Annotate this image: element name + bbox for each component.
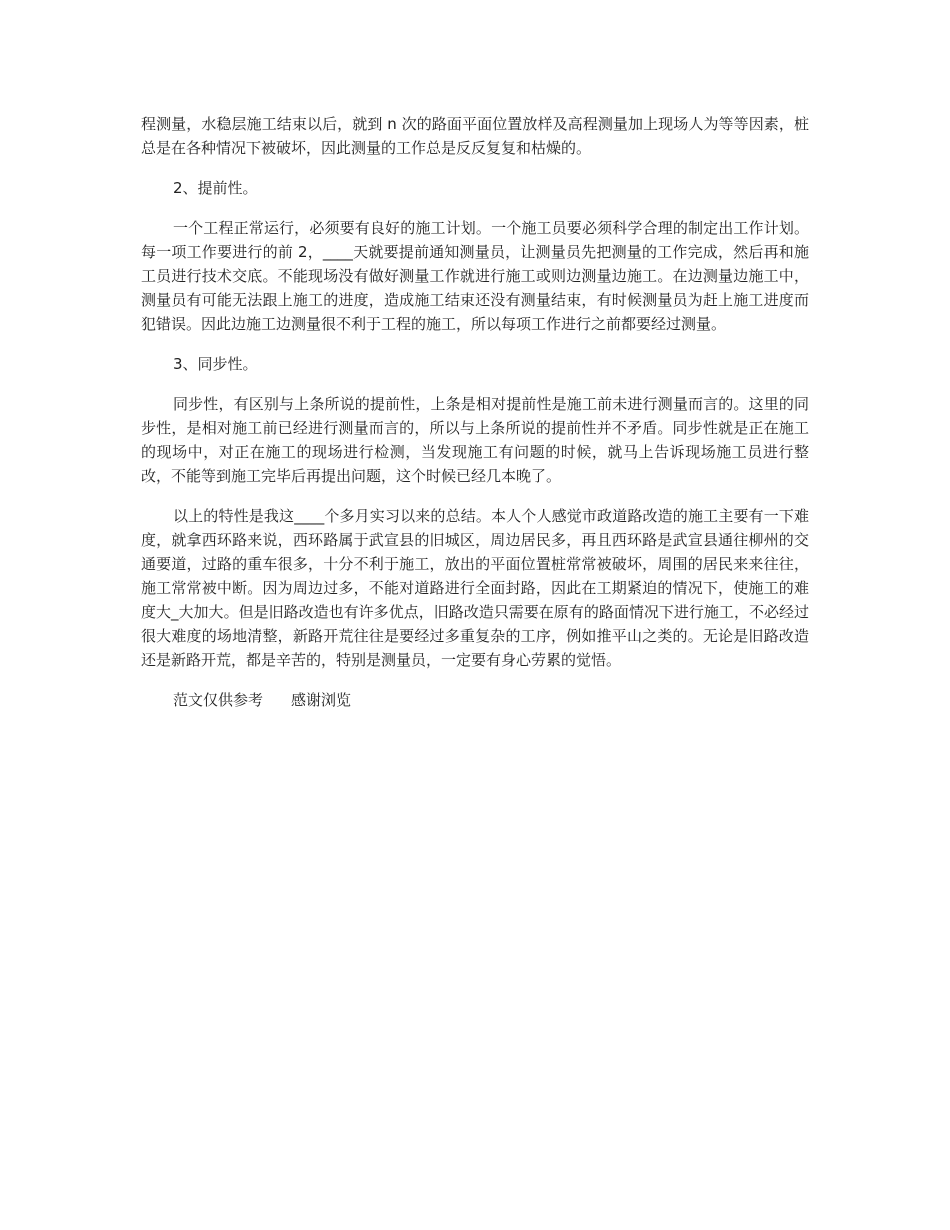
footer-thanks-text: 感谢浏览	[291, 691, 352, 709]
document-body	[141, 112, 809, 728]
section-heading-synchronous: 3、同步性。	[173, 355, 258, 373]
footer-note	[141, 688, 809, 712]
paragraph-synchronous: 同步性，有区别与上条所说的提前性，上条是相对提前性是施工前未进行测量而言的。这里的同步性，是相对施工前已经进行测量而言的，所以与上条所说的提前性并不矛盾。同步性就是正在施工的现场中，对正在施工的现场进行检测，当发现施工有问题的时候，就马上告诉现场施工员进行整改，不能等到施工完毕后再提出问题，这个时候已经几本晚了。	[141, 395, 809, 485]
paragraph-summary: 以上的特性是我这____个多月实习以来的总结。本人个人感觉市政道路改造的施工主要有一下难度，就拿西环路来说，西环路属于武宣县的旧城区，周边居民多，再且西环路是武宣县通往柳州的交通要道，过路的重车很多，十分不利于施工，放出的平面位置桩常常被破坏，周围的居民来来往往，施工常常被中断。因为周边过多，不能对道路进行全面封路，因此在工期紧迫的情况下，使施工的难度大_大加大。但是旧路改造也有许多优点，旧路改造只需要在原有的路面情况下进行施工，不必经过很大难度的场地清整，新路开荒往往是要经过多重复杂的工序，例如推平山之类的。无论是旧路改造还是新路开荒，都是辛苦的，特别是测量员，一定要有身心劳累的觉悟。	[141, 507, 809, 669]
section-heading-advance: 2、提前性。	[173, 179, 258, 197]
paragraph-continuation: 程测量，水稳层施工结束以后，就到 n 次的路面平面位置放样及高程测量加上现场人为等等因素，桩总是在各种情况下被破坏，因此测量的工作总是反反复复和枯燥的。	[141, 115, 809, 157]
paragraph-advance: 一个工程正常运行，必须要有良好的施工计划。一个施工员要必须科学合理的制定出工作计划。每一项工作要进行的前 2，____天就要提前通知测量员，让测量员先把测量的工作完成，然后再和施工员进行技术交底。不能现场没有做好测量工作就进行施工或则边测量边施工。在边测量边施工中，测量员有可能无法跟上施工的进度，造成施工结束还没有测量结束，有时候测量员为赶上施工进度而犯错误。因此边施工边测量很不利于工程的施工，所以每项工作进行之前都要经过测量。	[141, 219, 809, 333]
footer-reference-text: 范文仅供参考	[173, 691, 264, 709]
